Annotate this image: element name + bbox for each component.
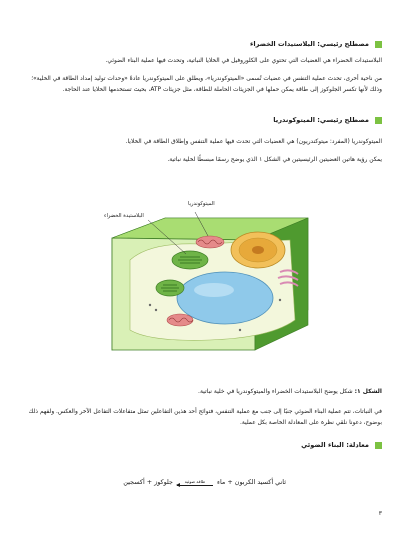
photosynthesis-equation (123, 478, 286, 486)
heading-text: معادلة: البناء الضوئي (301, 441, 369, 449)
equation-arrow-label: طاقة ضوئية (184, 479, 206, 484)
heading-photosynthesis-equation (301, 441, 382, 449)
figure-caption-text: شكل يوضح البلاستيدات الخضراء والميتوكوندريا في خلية نباتية. (198, 388, 355, 395)
paragraph-mitochondria-definition: الميتوكوندريا (المفرد: ميتوكندريون) هي العضيات التي تحدث فيها عملية التنفس وإطلاق الطاقة في الخلايا. (125, 139, 382, 145)
figure-plant-cell (90, 200, 330, 370)
figure-caption (18, 388, 382, 395)
equation-arrow (177, 479, 213, 486)
page-number: ٣ (378, 510, 382, 517)
heading-chloroplast-term (250, 40, 382, 48)
heading-text: مصطلح رئيسي: البلاستيدات الخضراء (249, 40, 369, 48)
green-square-bullet-icon (375, 41, 382, 48)
plant-cell-illustration (90, 200, 330, 370)
equation-reactants: ثاني أكسيد الكربون + ماء (216, 478, 286, 486)
paragraph-chloroplast-definition: البلاستيدات الخضراء هي العضيات التي تحتوي على الكلوروفيل في الخلايا النباتية، وتحدث فيها عملية البناء الضوئي. (105, 58, 382, 64)
paragraph-respiration: من ناحية أخرى، تحدث عملية التنفس في عضيات تُسمى «الميتوكوندريا»، ويطلق على الميتوكوندريا عادةً «وحدات توليد إمداد الطاقة في الخلية»؛ وذلك لأنها تكسر الجلوكوز إلى طاقة يمكن حملها في الجزيئات الحاملة للطاقة، مثل جزيئات ATP، بحيث تستخدمها الخلايا عند الحاجة. (31, 76, 382, 93)
green-square-bullet-icon (375, 117, 382, 124)
equation-products: جلوكوز + أكسجين (123, 478, 173, 486)
label-chloroplast: البلاستيدة الخضراء (104, 213, 144, 219)
reaction-arrow-icon (177, 485, 213, 486)
paragraph-figure-reference: يمكن رؤية هاتين العضيتين الرئيسيتين في الشكل ١ الذي يوضح رسمًا مبسطًا لخلية نباتية. (167, 157, 382, 163)
green-square-bullet-icon (375, 442, 382, 449)
paragraph-photosynthesis-respiration: في النباتات، تتم عملية البناء الضوئي جنبًا إلى جنب مع عملية التنفس، فتوائج أحد هذين التفاعلين تمثل متفاعلات التفاعل الآخر والعكس. ولفهم ذلك بوضوح، دعونا نلقي نظرة على المعادلة الخاصة بكل عملية. (28, 409, 382, 426)
heading-text: مصطلح رئيسي: الميتوكوندريا (273, 116, 369, 124)
heading-mitochondria-term (273, 116, 382, 124)
label-mitochondria: الميتوكوندريا (188, 201, 215, 207)
figure-caption-number: الشكل ١: (354, 388, 382, 395)
